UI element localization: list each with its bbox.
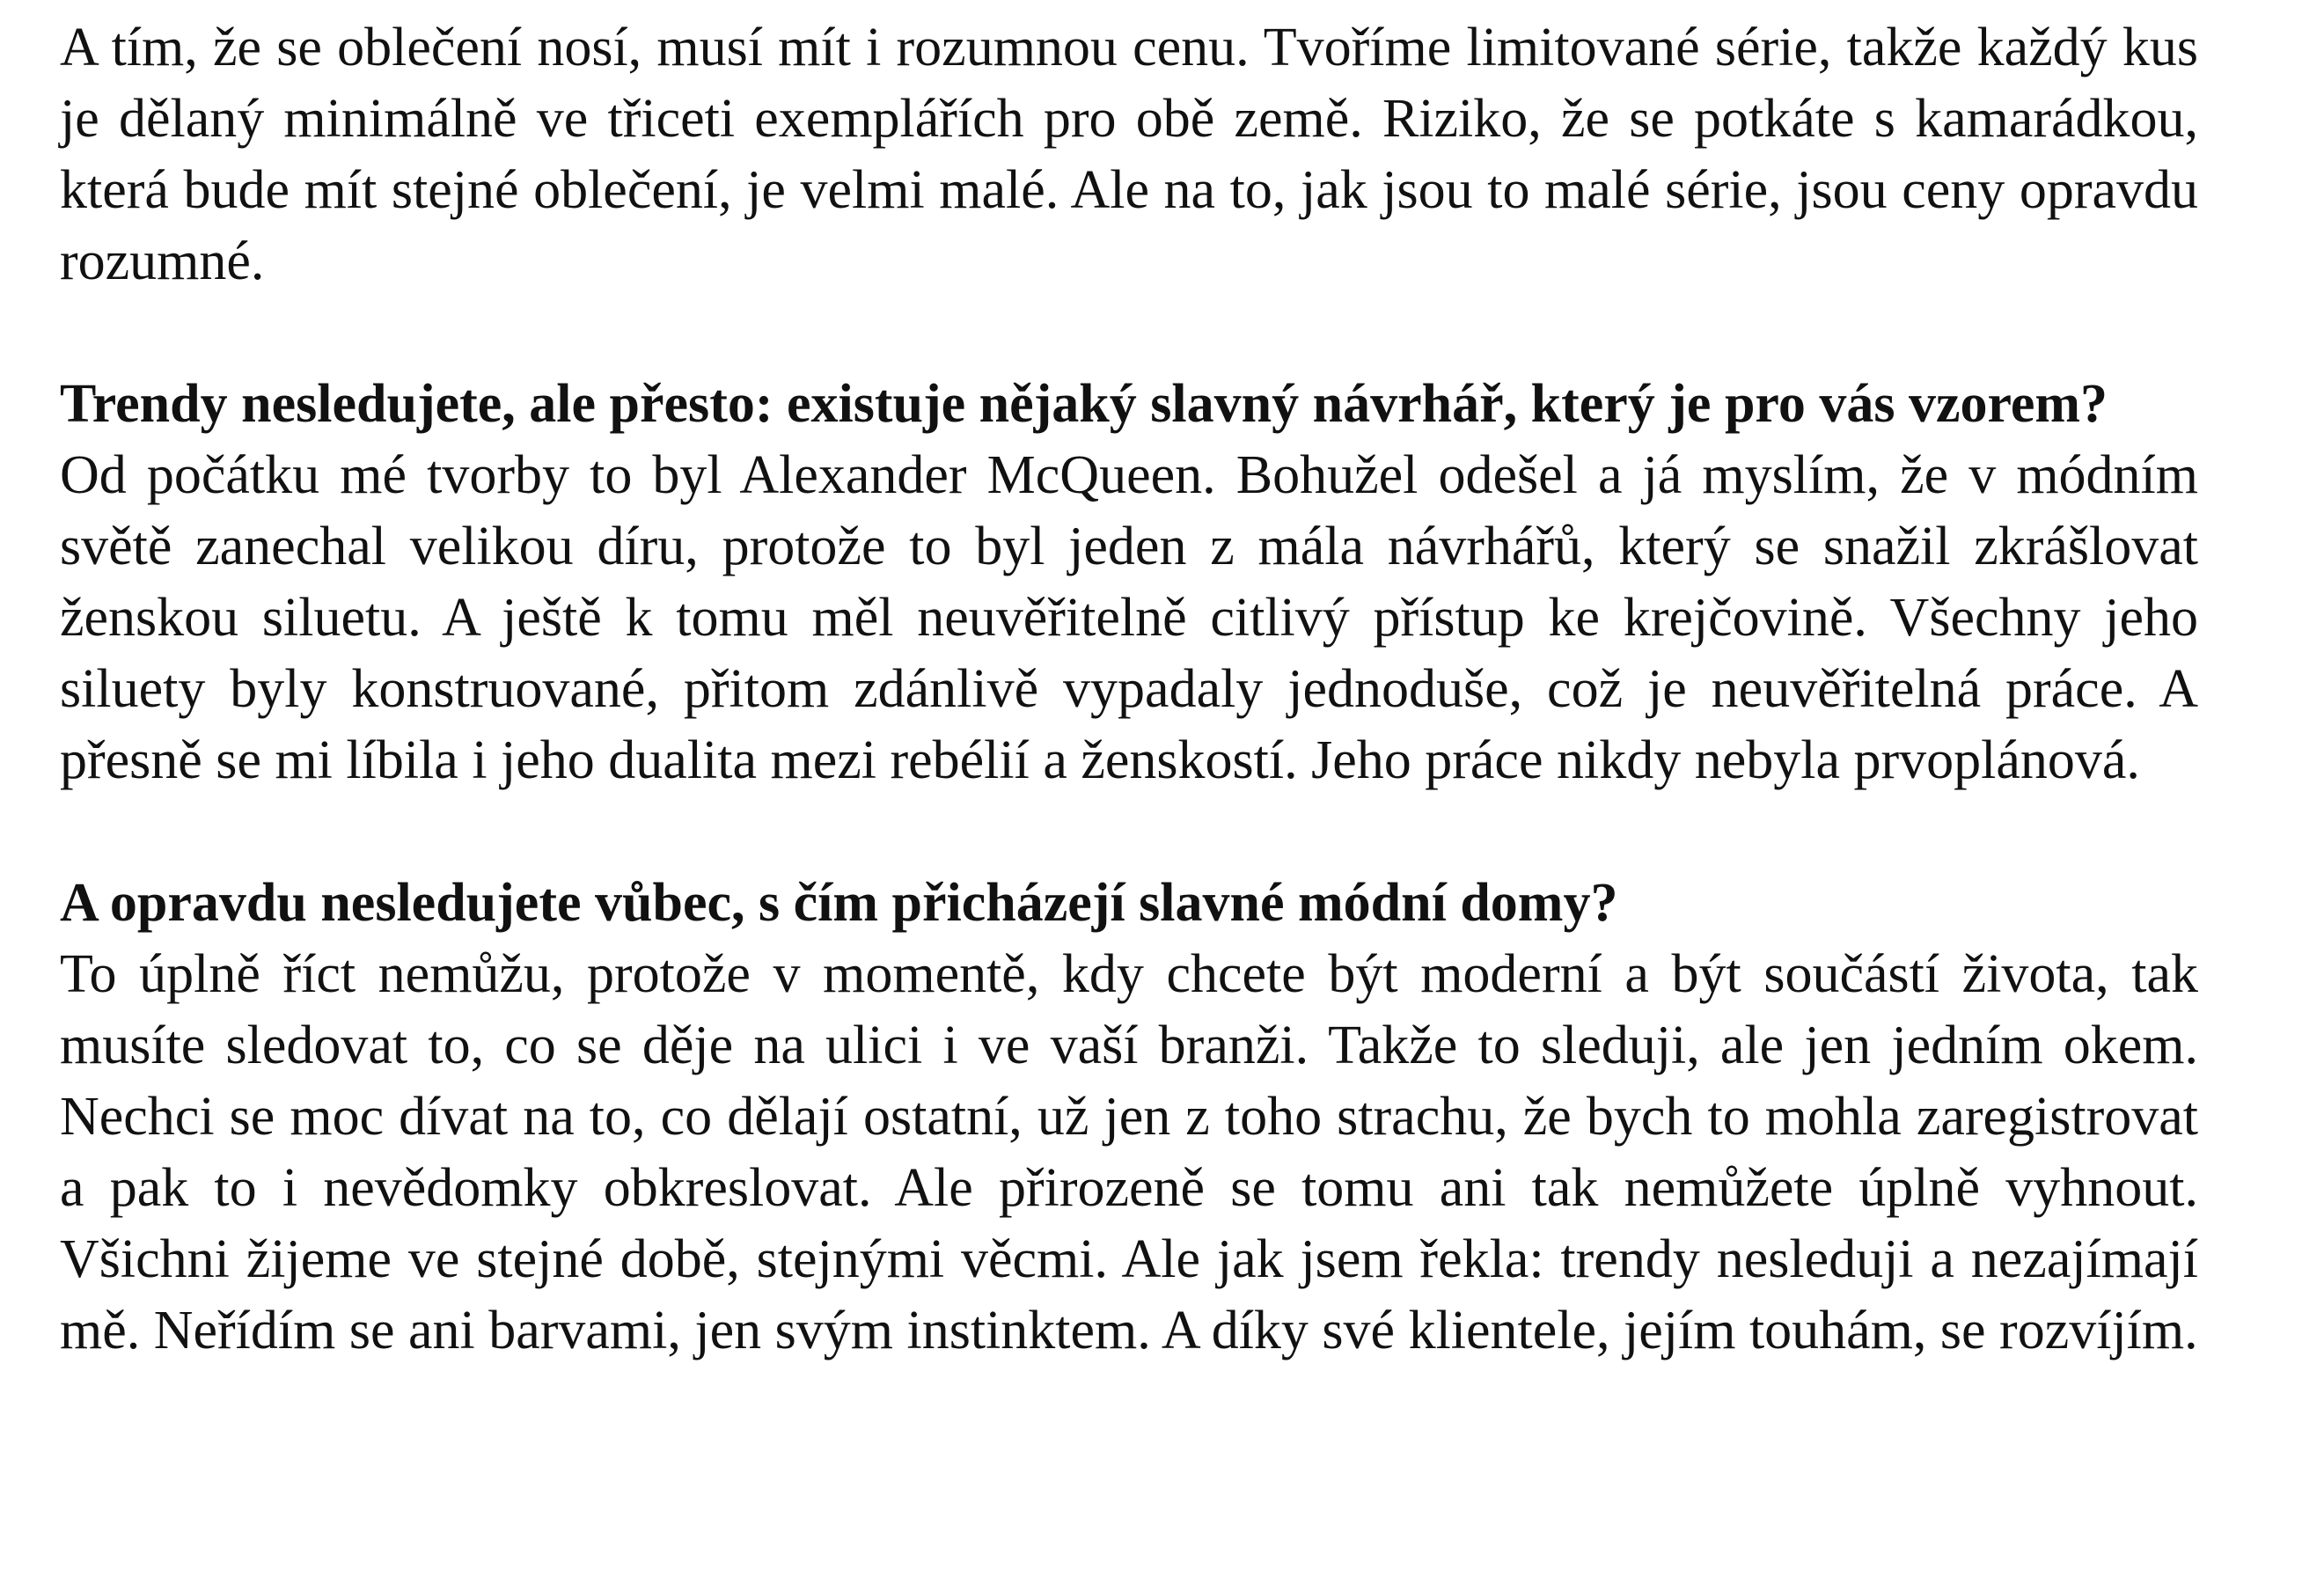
interview-answer-1: Od počátku mé tvorby to byl Alexander McQueen. Bohužel odešel a já myslím, že v módním světě zanechal velikou díru, protože to byl jeden z mála návrhářů, který se snažil zkrášlovat ženskou siluetu. A ještě k tomu měl neuvěřitelně citlivý přístup ke krejčovině. Všechny jeho siluety byly konstruované, přitom zdánlivě vypadaly jednoduše, což je neuvěřitelná práce. A přesně se mi líbila i jeho dualita mezi rebélií a ženskostí. Jeho práce nikdy nebyla prvoplánová. (60, 445, 2198, 790)
document-body (60, 12, 2198, 1367)
interview-question-1: Trendy nesledujete, ale přesto: existuje nějaký slavný návrhář, který je pro vás vzorem? (60, 374, 2108, 434)
paragraph-spacer (60, 796, 2198, 868)
intro-paragraph: A tím, že se oblečení nosí, musí mít i rozumnou cenu. Tvoříme limitované série, takže každý kus je dělaný minimálně ve třiceti exemplářích pro obě země. Riziko, že se potkáte s kamarádkou, která bude mít stejné oblečení, je velmi malé. Ale na to, jak jsou to malé série, jsou ceny opravdu rozumné. (60, 18, 2198, 291)
interview-answer-2: To úplně říct nemůžu, protože v momentě, kdy chcete být moderní a být součástí života, tak musíte sledovat to, co se děje na ulici i ve vaší branži. Takže to sleduji, ale jen jedním okem. Nechci se moc dívat na to, co dělají ostatní, už jen z toho strachu, že bych to mohla zaregistrovat a pak to i nevědomky obkreslovat. Ale přirozeně se tomu ani tak nemůžete úplně vyhnout. Všichni žijeme ve stejné době, stejnými věcmi. Ale jak jsem řekla: trendy nesleduji a nezajímají mě. Neřídím se ani barvami, jen svým instinktem. A díky své klientele, jejím touhám, se rozvíjím. (60, 944, 2198, 1360)
interview-question-2: A opravdu nesledujete vůbec, s čím přicházejí slavné módní domy? (60, 873, 1618, 933)
paragraph-spacer (60, 297, 2198, 369)
